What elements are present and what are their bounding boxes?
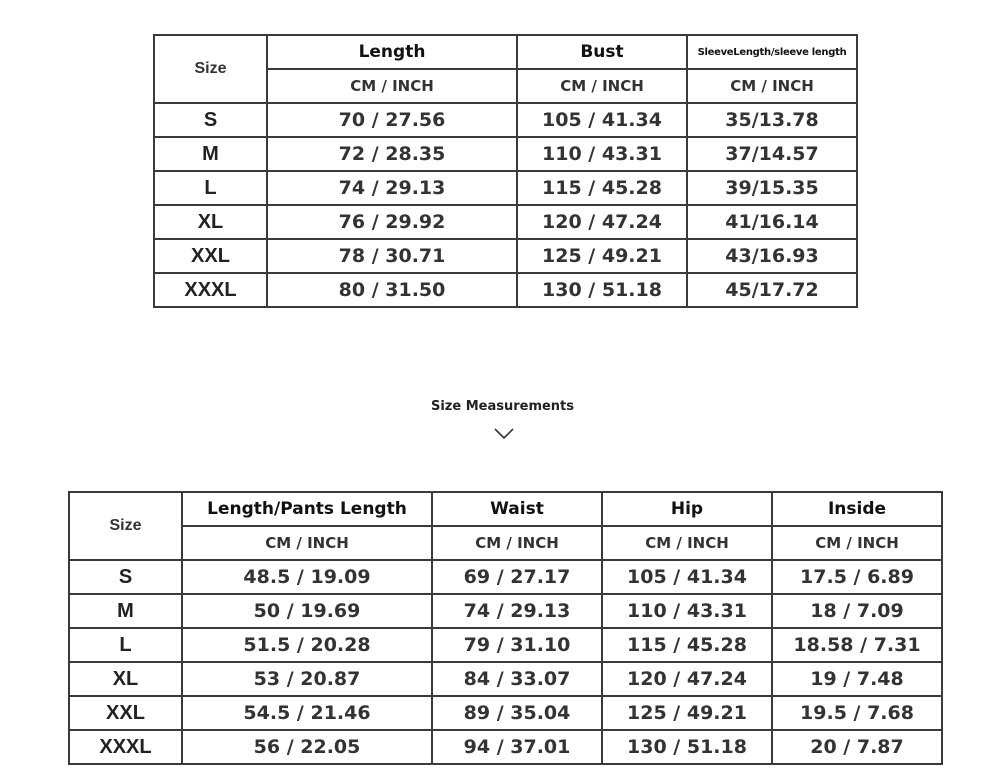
waist-cell: 79 / 31.10 xyxy=(432,628,602,662)
size-cell: XXL xyxy=(69,696,182,730)
size-cell: XXXL xyxy=(154,273,267,307)
waist-cell: 94 / 37.01 xyxy=(432,730,602,764)
hip-cell: 125 / 49.21 xyxy=(602,696,772,730)
table-row xyxy=(69,696,942,730)
size-cell: M xyxy=(69,594,182,628)
pants-length-cell: 53 / 20.87 xyxy=(182,662,432,696)
pants-length-cell: 54.5 / 21.46 xyxy=(182,696,432,730)
size-cell: S xyxy=(69,560,182,594)
size-header: Size xyxy=(69,492,182,560)
table-row xyxy=(69,594,942,628)
size-cell: L xyxy=(69,628,182,662)
length-cell: 78 / 30.71 xyxy=(267,239,517,273)
sleeve-cell: 45/17.72 xyxy=(687,273,857,307)
chevron-down-icon xyxy=(494,428,514,440)
unit-label: CM / INCH xyxy=(267,69,517,103)
size-cell: XL xyxy=(69,662,182,696)
table-row xyxy=(154,239,857,273)
table-row xyxy=(154,171,857,205)
inside-cell: 19 / 7.48 xyxy=(772,662,942,696)
inside-cell: 20 / 7.87 xyxy=(772,730,942,764)
sleeve-cell: 39/15.35 xyxy=(687,171,857,205)
table-row xyxy=(154,273,857,307)
waist-cell: 84 / 33.07 xyxy=(432,662,602,696)
header-row xyxy=(69,492,942,526)
hip-cell: 110 / 43.31 xyxy=(602,594,772,628)
hip-cell: 115 / 45.28 xyxy=(602,628,772,662)
bust-cell: 130 / 51.18 xyxy=(517,273,687,307)
size-measurements-caption: Size Measurements xyxy=(430,399,575,414)
hip-cell: 105 / 41.34 xyxy=(602,560,772,594)
bust-cell: 110 / 43.31 xyxy=(517,137,687,171)
unit-label: CM / INCH xyxy=(517,69,687,103)
table-row xyxy=(69,560,942,594)
column-header-length: Length xyxy=(267,35,517,69)
unit-label: CM / INCH xyxy=(432,526,602,560)
hip-cell: 130 / 51.18 xyxy=(602,730,772,764)
inside-cell: 19.5 / 7.68 xyxy=(772,696,942,730)
waist-cell: 74 / 29.13 xyxy=(432,594,602,628)
size-cell: XXL xyxy=(154,239,267,273)
header-row xyxy=(154,35,857,69)
bust-cell: 115 / 45.28 xyxy=(517,171,687,205)
size-cell: XXXL xyxy=(69,730,182,764)
hip-cell: 120 / 47.24 xyxy=(602,662,772,696)
table-row xyxy=(154,137,857,171)
table-row xyxy=(69,730,942,764)
column-header-pants-length: Length/Pants Length xyxy=(182,492,432,526)
size-header: Size xyxy=(154,35,267,103)
table-row xyxy=(154,205,857,239)
length-cell: 76 / 29.92 xyxy=(267,205,517,239)
size-cell: S xyxy=(154,103,267,137)
size-cell: XL xyxy=(154,205,267,239)
inside-cell: 17.5 / 6.89 xyxy=(772,560,942,594)
bust-cell: 120 / 47.24 xyxy=(517,205,687,239)
table-row xyxy=(154,103,857,137)
unit-label: CM / INCH xyxy=(772,526,942,560)
size-cell: M xyxy=(154,137,267,171)
column-header-waist: Waist xyxy=(432,492,602,526)
unit-row xyxy=(69,526,942,560)
length-cell: 74 / 29.13 xyxy=(267,171,517,205)
waist-cell: 89 / 35.04 xyxy=(432,696,602,730)
size-cell: L xyxy=(154,171,267,205)
waist-cell: 69 / 27.17 xyxy=(432,560,602,594)
column-header-hip: Hip xyxy=(602,492,772,526)
unit-label: CM / INCH xyxy=(687,69,857,103)
inside-cell: 18.58 / 7.31 xyxy=(772,628,942,662)
unit-label: CM / INCH xyxy=(182,526,432,560)
bust-cell: 125 / 49.21 xyxy=(517,239,687,273)
top-size-table xyxy=(153,34,858,308)
sleeve-cell: 35/13.78 xyxy=(687,103,857,137)
pants-length-cell: 50 / 19.69 xyxy=(182,594,432,628)
table-row xyxy=(69,628,942,662)
sleeve-cell: 43/16.93 xyxy=(687,239,857,273)
unit-label: CM / INCH xyxy=(602,526,772,560)
sleeve-cell: 41/16.14 xyxy=(687,205,857,239)
column-header-sleeve-length: SleeveLength/sleeve length xyxy=(687,35,857,69)
length-cell: 72 / 28.35 xyxy=(267,137,517,171)
table-row xyxy=(69,662,942,696)
bust-cell: 105 / 41.34 xyxy=(517,103,687,137)
column-header-bust: Bust xyxy=(517,35,687,69)
inside-cell: 18 / 7.09 xyxy=(772,594,942,628)
pants-length-cell: 51.5 / 20.28 xyxy=(182,628,432,662)
column-header-inside: Inside xyxy=(772,492,942,526)
pants-length-cell: 56 / 22.05 xyxy=(182,730,432,764)
pants-length-cell: 48.5 / 19.09 xyxy=(182,560,432,594)
length-cell: 80 / 31.50 xyxy=(267,273,517,307)
length-cell: 70 / 27.56 xyxy=(267,103,517,137)
sleeve-cell: 37/14.57 xyxy=(687,137,857,171)
bottom-size-table xyxy=(68,491,943,765)
